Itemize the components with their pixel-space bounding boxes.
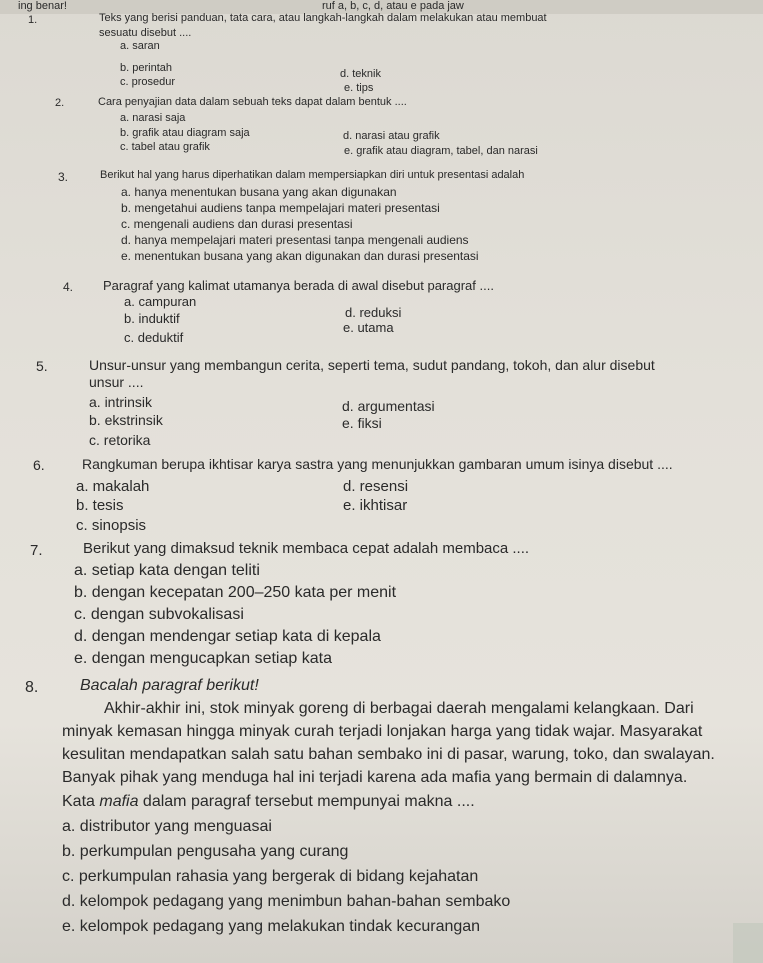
question-text: Paragraf yang kalimat utamanya berada di awal disebut paragraf .... [103,278,494,293]
header-fragment-left: ing benar! [18,0,67,12]
question-prefix: Kata [62,793,100,810]
option-a: a. distributor yang menguasai [62,818,272,835]
question-number: 2. [55,97,65,109]
question-number: 7. [30,542,43,559]
question-number: 3. [58,170,69,184]
option-a: a. hanya menentukan busana yang akan digunakan [121,185,397,199]
question-number: 4. [63,280,74,294]
option-a: a. narasi saja [120,112,186,124]
question-suffix: dalam paragraf tersebut mempunyai makna .... [138,793,475,810]
option-d: d. dengan mendengar setiap kata di kepala [74,628,381,645]
option-d: d. narasi atau grafik [343,130,440,142]
question-text: Unsur-unsur yang membangun cerita, seperti tema, sudut pandang, tokoh, dan alur disebut [89,357,655,373]
option-c: c. deduktif [124,330,184,345]
question-number: 5. [36,358,48,374]
question-text: Teks yang berisi panduan, tata cara, atau langkah-langkah dalam melakukan atau membuat [99,12,547,24]
paragraph-line: Banyak pihak yang menduga hal ini terjadi karena ada mafia yang bermain di dalamnya. [62,769,688,786]
option-c: c. perkumpulan rahasia yang bergerak di bidang kejahatan [62,868,479,885]
question-instruction: Bacalah paragraf berikut! [80,677,259,694]
option-b: b. ekstrinsik [89,412,163,428]
page-corner-shadow [733,923,763,963]
option-b: b. dengan kecepatan 200–250 kata per menit [74,584,397,601]
option-c: c. dengan subvokalisasi [74,606,244,623]
option-b: b. mengetahui audiens tanpa mempelajari materi presentasi [121,201,440,215]
paragraph-line: Akhir-akhir ini, stok minyak goreng di berbagai daerah mengalami kelangkaan. Dari [104,700,694,717]
option-b: b. tesis [76,497,124,514]
question-text: sesuatu disebut .... [99,27,192,39]
option-d: d. reduksi [345,305,402,320]
option-d: d. kelompok pedagang yang menimbun bahan-bahan sembako [62,893,511,910]
option-c: c. retorika [89,432,151,448]
option-d: d. resensi [343,478,409,495]
option-a: a. campuran [124,294,197,309]
option-e: e. dengan mengucapkan setiap kata [74,650,332,667]
option-a: a. saran [120,40,160,52]
option-d: d. hanya mempelajari materi presentasi tanpa mengenali audiens [121,233,469,247]
question-text: unsur .... [89,374,144,390]
question-text: Cara penyajian data dalam sebuah teks dapat dalam bentuk .... [98,96,407,108]
question-text: Berikut hal yang harus diperhatikan dalam mempersiapkan diri untuk presentasi adalah [100,169,525,181]
option-e: e. ikhtisar [343,497,408,514]
question-number: 1. [28,14,38,26]
option-b: b. perintah [120,62,172,74]
question-text: Berikut yang dimaksud teknik membaca cepat adalah membaca .... [83,540,530,557]
option-b: b. induktif [124,311,180,326]
question-text: Rangkuman berupa ikhtisar karya sastra yang menunjukkan gambaran umum isinya disebut .... [82,456,673,472]
question-text [62,793,475,811]
option-e: e. utama [343,320,394,335]
option-b: b. perkumpulan pengusaha yang curang [62,843,349,860]
option-c: c. sinopsis [76,517,147,534]
option-a: a. setiap kata dengan teliti [74,562,260,579]
option-c: c. tabel atau grafik [120,141,210,153]
option-a: a. intrinsik [89,394,153,410]
option-e: e. tips [344,82,374,94]
option-d: d. teknik [340,68,381,80]
paragraph-line: minyak kemasan hingga minyak curah terjadi lonjakan harga yang tidak wajar. Masyarakat [62,723,703,740]
option-b: b. grafik atau diagram saja [120,127,250,139]
option-c: c. mengenali audiens dan durasi presentasi [121,217,353,231]
option-d: d. argumentasi [342,398,435,414]
question-number: 8. [25,679,39,696]
option-e: e. kelompok pedagang yang melakukan tindak kecurangan [62,918,481,935]
question-number: 6. [33,457,45,473]
question-term: mafia [99,793,139,810]
option-a: a. makalah [76,478,150,495]
paragraph-line: kesulitan mendapatkan salah satu bahan sembako ini di pasar, warung, toko, dan swalayan. [62,746,715,763]
option-e: e. grafik atau diagram, tabel, dan narasi [344,145,538,157]
option-e: e. fiksi [342,415,382,431]
option-e: e. menentukan busana yang akan digunakan dan durasi presentasi [121,249,479,263]
header-fragment-right: ruf a, b, c, d, atau e pada jaw [322,0,464,12]
option-c: c. prosedur [120,76,176,88]
